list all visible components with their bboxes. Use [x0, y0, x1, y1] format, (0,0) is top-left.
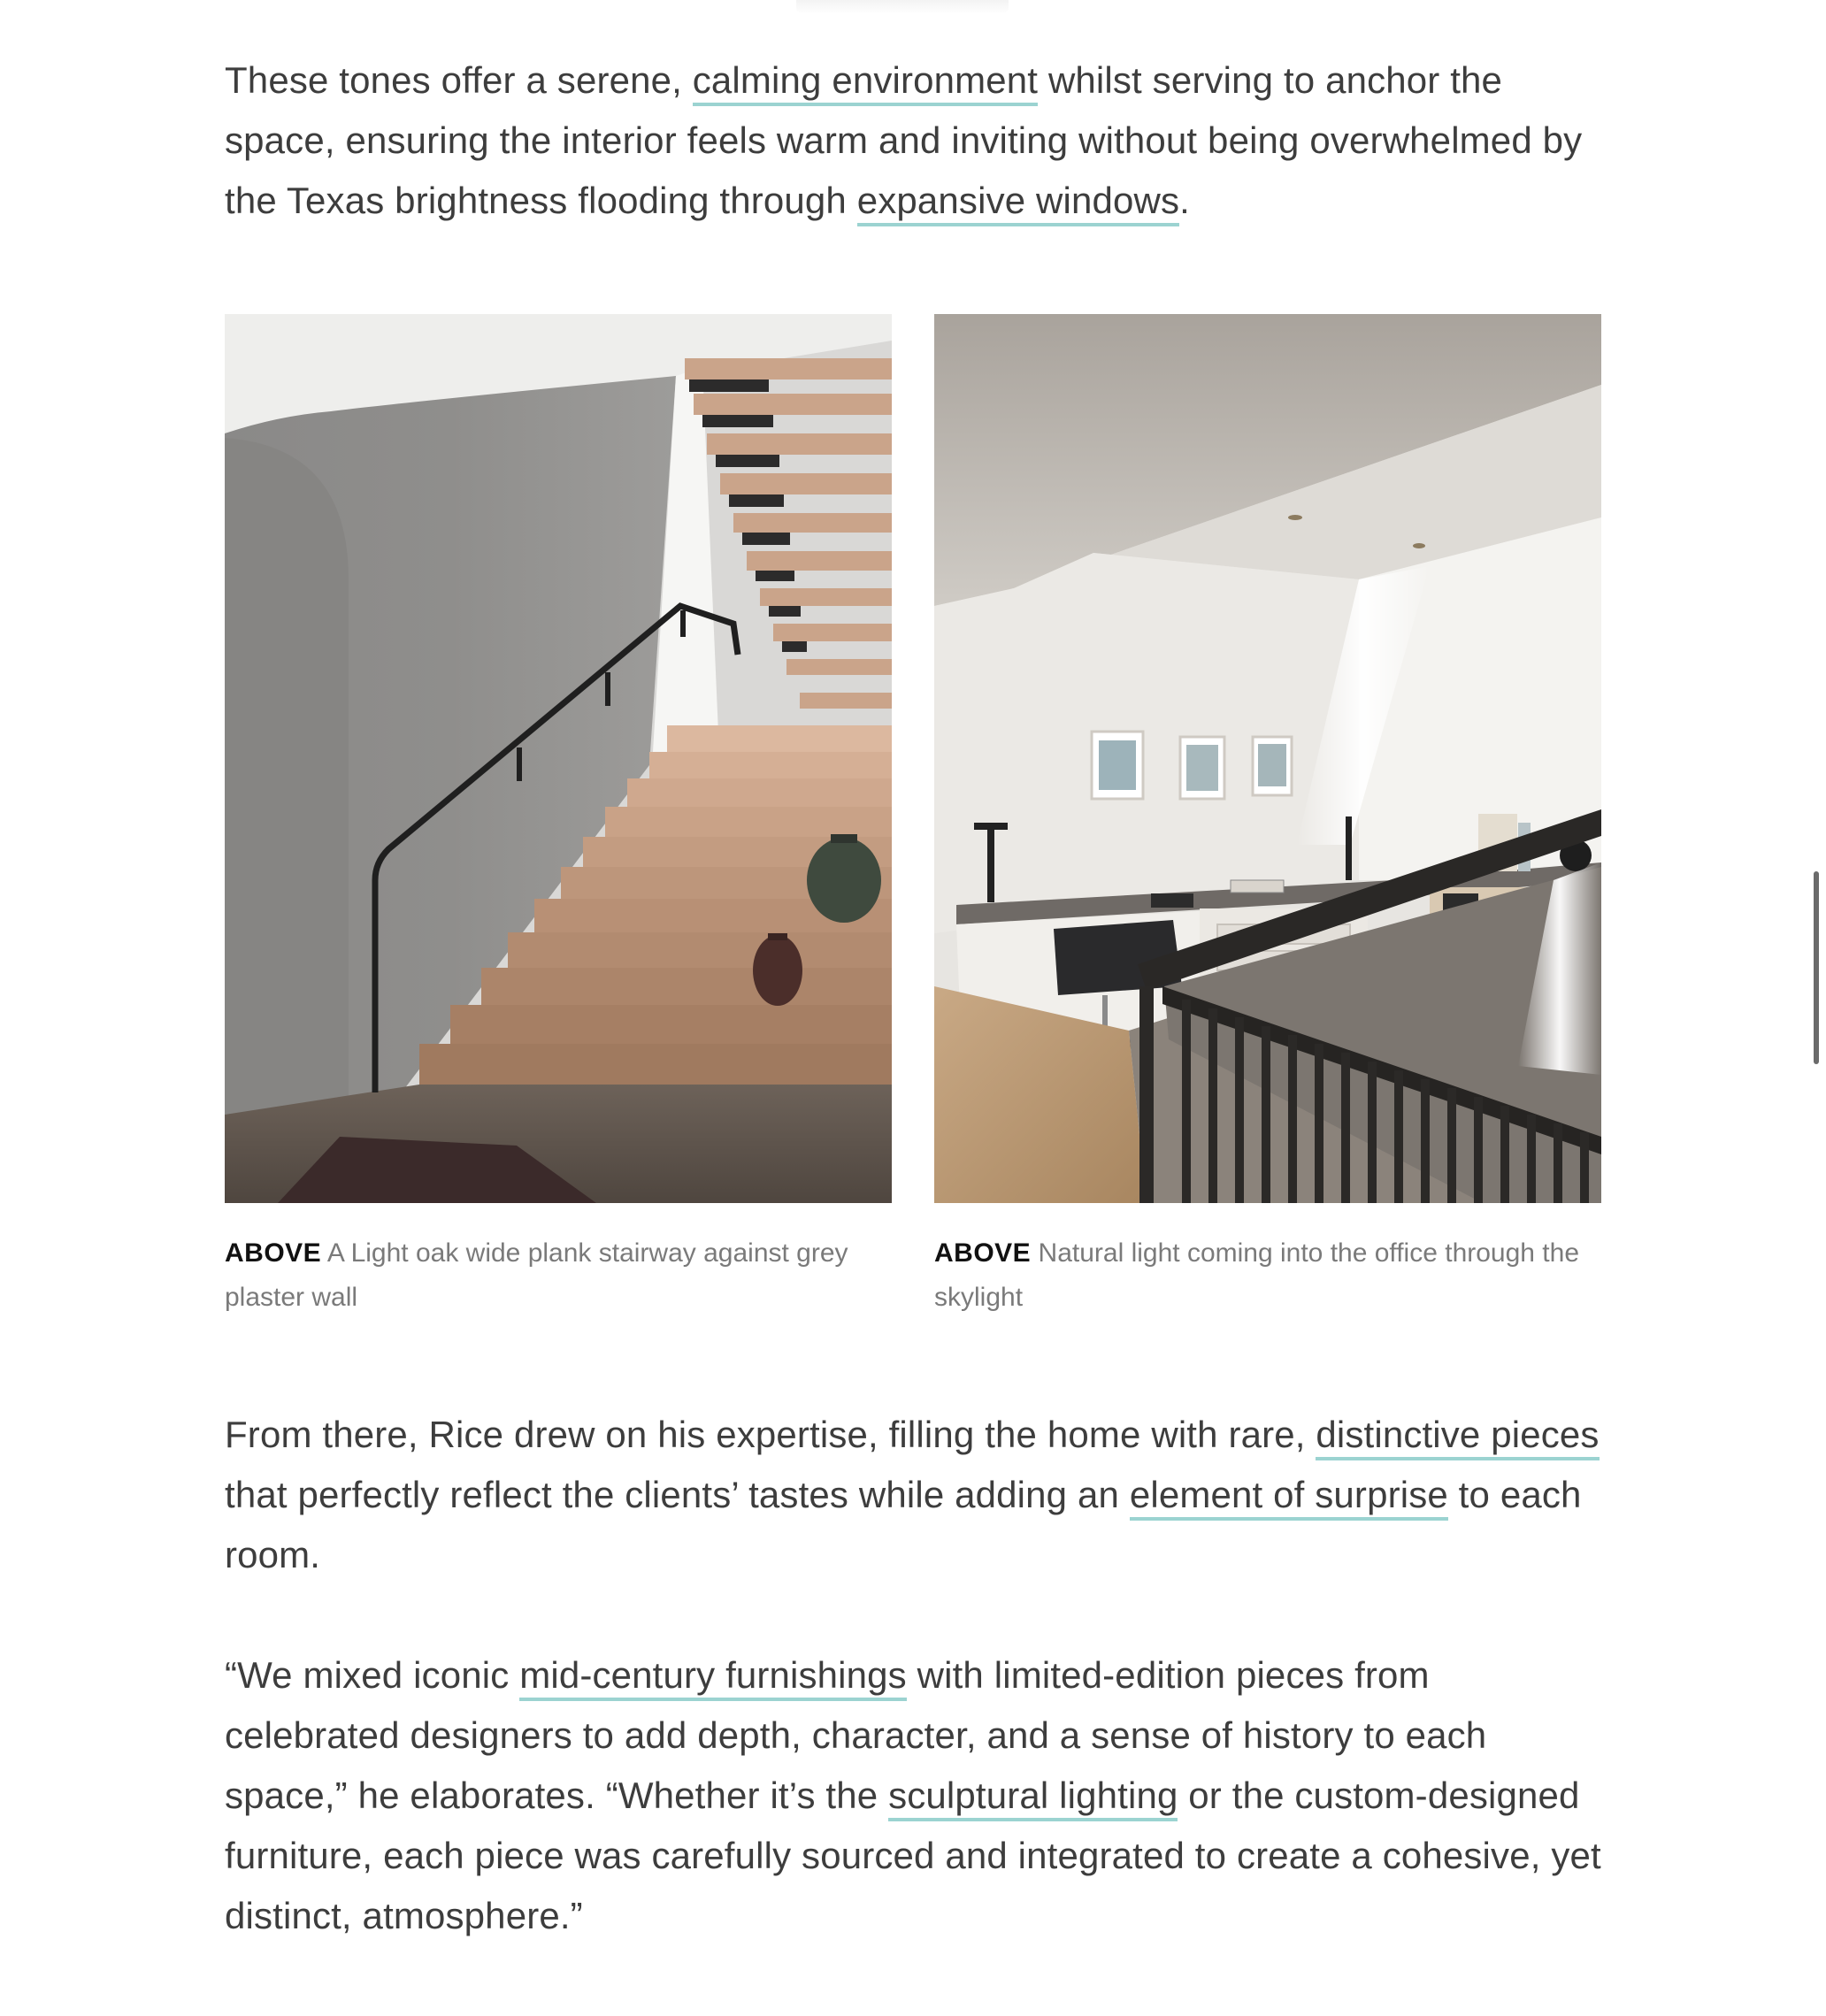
- stairway-photo: [225, 314, 892, 1203]
- paragraph-text: with limited-edition pieces from celebrated designers to add depth, character, and a sense of history to each space,” he elaborates. “Whether it’s the: [225, 1654, 1487, 1816]
- paragraph-tones: [225, 50, 1601, 231]
- office-photo: [934, 314, 1601, 1203]
- paragraph-text: From there, Rice drew on his expertise, filling the home with rare,: [225, 1414, 1316, 1455]
- figure-stairway: [225, 314, 892, 1320]
- figure-caption: [225, 1231, 892, 1320]
- paragraph-text: “We mixed iconic: [225, 1654, 520, 1696]
- caption-lead: ABOVE: [225, 1238, 322, 1268]
- link-distinctive-pieces[interactable]: distinctive pieces: [1316, 1414, 1599, 1460]
- paragraph-text: to each room.: [225, 1474, 1582, 1575]
- paragraph-text: whilst serving to anchor the space, ensuring the interior feels warm and inviting without being overwhelmed by the Texas brightness flooding through: [225, 59, 1583, 221]
- image-pair: [225, 314, 1601, 1322]
- scrollbar-thumb[interactable]: [1814, 871, 1819, 1064]
- link-element-of-surprise[interactable]: element of surprise: [1130, 1474, 1448, 1521]
- paragraph-quote: [225, 1645, 1601, 1946]
- link-mid-century-furnishings[interactable]: mid-century furnishings: [519, 1654, 907, 1701]
- caption-text: A Light oak wide plank stairway against grey plaster wall: [225, 1238, 848, 1312]
- paragraph-expertise: [225, 1405, 1601, 1585]
- paragraph-text: These tones offer a serene,: [225, 59, 693, 101]
- link-calming-environment[interactable]: calming environment: [693, 59, 1038, 106]
- paragraph-text: or the custom-designed furniture, each piece was carefully sourced and integrated to create a cohesive, yet distinct, atmosphere.”: [225, 1775, 1601, 1936]
- figure-caption: [934, 1231, 1601, 1320]
- paragraph-text: .: [1179, 180, 1190, 221]
- figure-office: [934, 314, 1601, 1320]
- link-sculptural-lighting[interactable]: sculptural lighting: [888, 1775, 1178, 1821]
- paragraph-text: that perfectly reflect the clients’ tastes while adding an: [225, 1474, 1130, 1515]
- caption-lead: ABOVE: [934, 1238, 1032, 1268]
- top-fade: [796, 0, 1009, 14]
- caption-text: Natural light coming into the office through the skylight: [934, 1238, 1580, 1312]
- link-expansive-windows[interactable]: expansive windows: [857, 180, 1179, 226]
